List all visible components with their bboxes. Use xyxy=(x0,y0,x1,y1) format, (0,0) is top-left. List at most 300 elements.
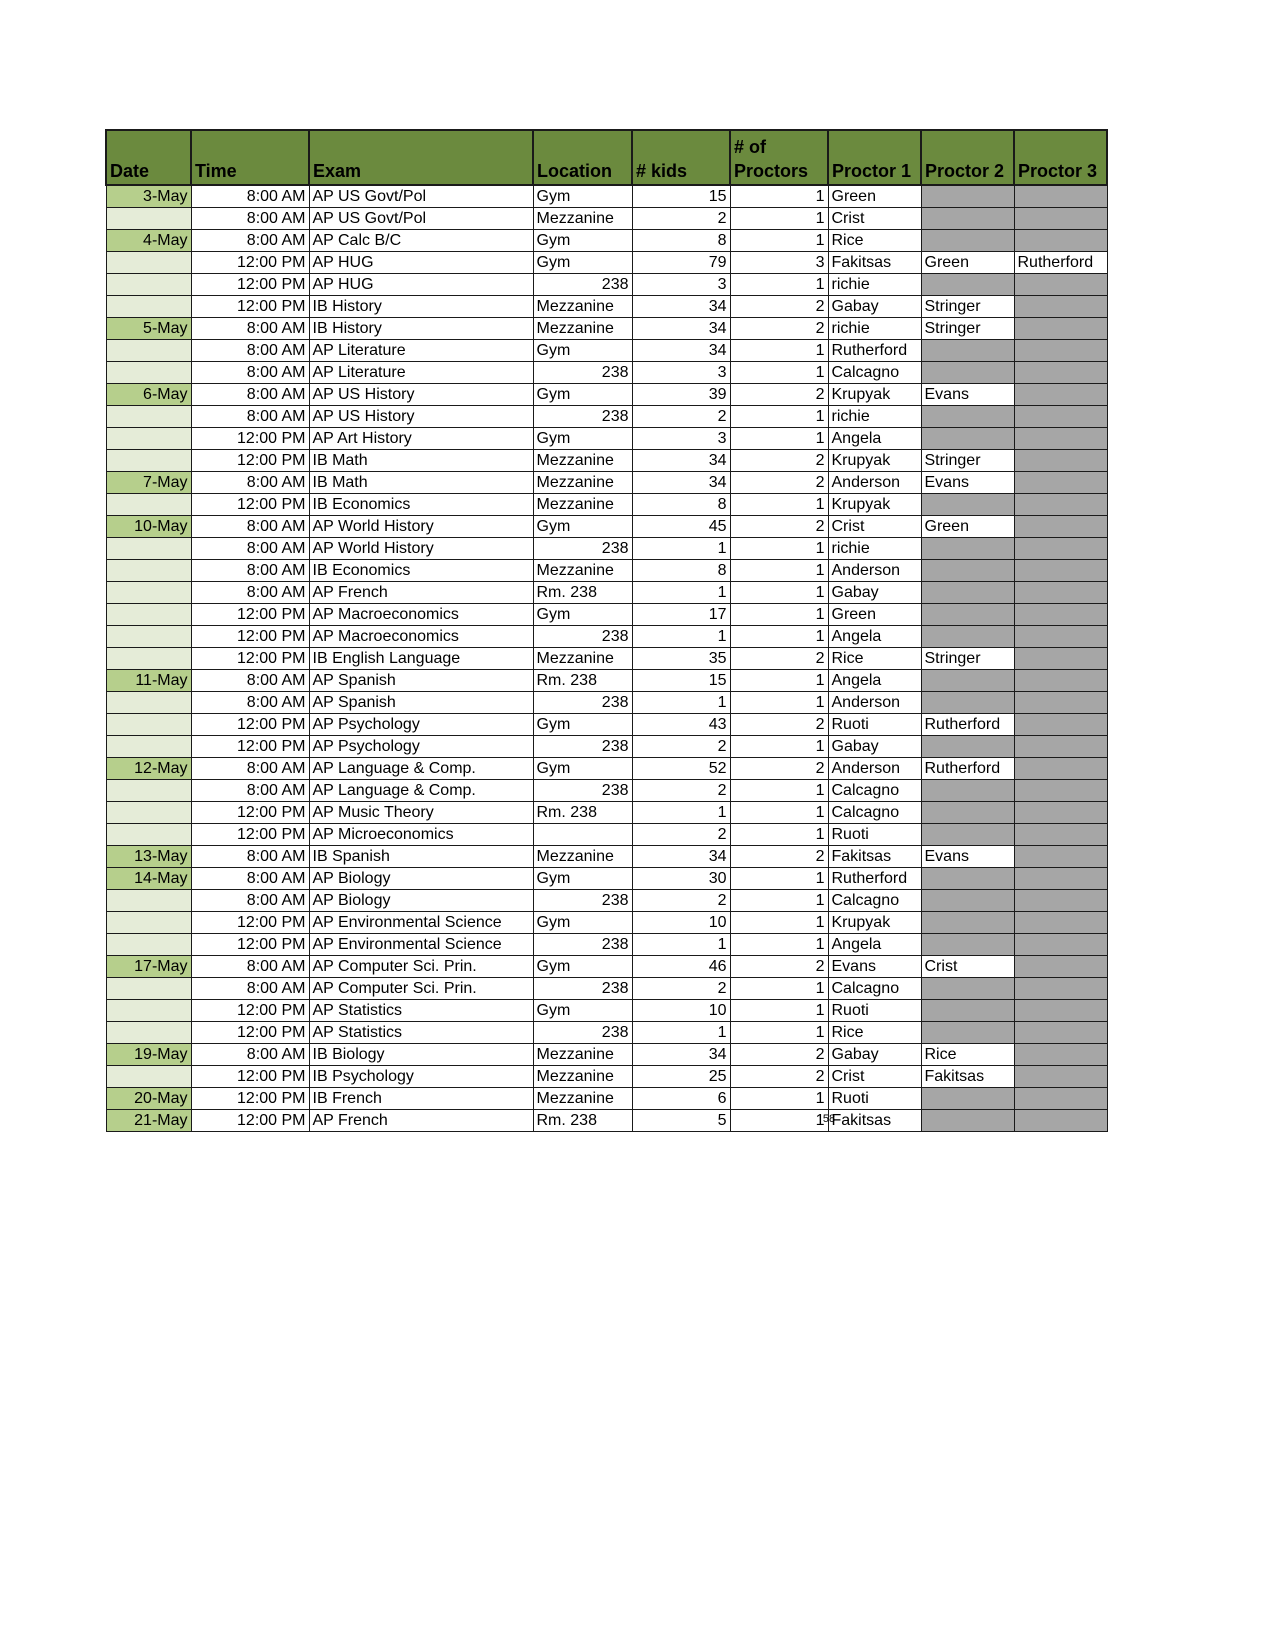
proctor-2-cell xyxy=(921,230,1014,252)
proctor-3-cell xyxy=(1014,890,1107,912)
location-cell: Gym xyxy=(533,340,632,362)
date-cell xyxy=(106,406,191,428)
kids-cell: 34 xyxy=(632,296,730,318)
exam-cell: AP Macroeconomics xyxy=(309,626,533,648)
kids-cell: 2 xyxy=(632,978,730,1000)
proctor-2-cell xyxy=(921,428,1014,450)
proctor-3-cell xyxy=(1014,208,1107,230)
time-cell: 12:00 PM xyxy=(191,912,309,934)
date-cell xyxy=(106,582,191,604)
num-proctors-cell: 2 xyxy=(730,450,828,472)
proctor-3-cell xyxy=(1014,582,1107,604)
table-row xyxy=(106,758,1107,780)
proctor-1-cell: richie xyxy=(828,274,921,296)
time-cell: 8:00 AM xyxy=(191,362,309,384)
date-cell xyxy=(106,978,191,1000)
exam-cell: AP World History xyxy=(309,516,533,538)
header-kids: # kids xyxy=(632,130,730,185)
date-cell: 20-May xyxy=(106,1088,191,1110)
proctor-3-cell xyxy=(1014,780,1107,802)
table-row xyxy=(106,318,1107,340)
num-proctors-cell: 1 xyxy=(730,560,828,582)
location-cell: Gym xyxy=(533,956,632,978)
time-cell: 12:00 PM xyxy=(191,824,309,846)
location-cell: Gym xyxy=(533,252,632,274)
header-proctor-3: Proctor 3 xyxy=(1014,130,1107,185)
proctor-2-cell xyxy=(921,692,1014,714)
location-cell: Mezzanine xyxy=(533,1066,632,1088)
exam-cell: AP Biology xyxy=(309,868,533,890)
table-row xyxy=(106,1066,1107,1088)
time-cell: 8:00 AM xyxy=(191,208,309,230)
proctor-2-cell: Fakitsas xyxy=(921,1066,1014,1088)
proctor-3-cell xyxy=(1014,472,1107,494)
location-cell: Rm. 238 xyxy=(533,582,632,604)
num-proctors-cell: 1 xyxy=(730,626,828,648)
date-cell: 3-May xyxy=(106,185,191,208)
time-cell: 12:00 PM xyxy=(191,296,309,318)
proctor-1-cell: Calcagno xyxy=(828,978,921,1000)
proctor-1-cell: Krupyak xyxy=(828,494,921,516)
date-cell xyxy=(106,824,191,846)
location-cell: 238 xyxy=(533,538,632,560)
date-cell xyxy=(106,1000,191,1022)
num-proctors-cell: 1 xyxy=(730,428,828,450)
date-cell xyxy=(106,538,191,560)
proctor-3-cell xyxy=(1014,296,1107,318)
date-cell: 11-May xyxy=(106,670,191,692)
proctor-1-cell: Ruoti xyxy=(828,824,921,846)
kids-cell: 2 xyxy=(632,736,730,758)
proctor-2-cell xyxy=(921,1022,1014,1044)
time-cell: 8:00 AM xyxy=(191,340,309,362)
time-cell: 8:00 AM xyxy=(191,1044,309,1066)
location-cell: Mezzanine xyxy=(533,494,632,516)
exam-cell: IB Psychology xyxy=(309,1066,533,1088)
num-proctors-cell: 1 xyxy=(730,1110,828,1132)
num-proctors-cell: 1 xyxy=(730,824,828,846)
table-row xyxy=(106,1022,1107,1044)
proctor-3-cell xyxy=(1014,1066,1107,1088)
table-row xyxy=(106,692,1107,714)
date-cell: 13-May xyxy=(106,846,191,868)
table-row xyxy=(106,868,1107,890)
proctor-2-cell xyxy=(921,1000,1014,1022)
proctor-2-cell: Evans xyxy=(921,384,1014,406)
proctor-1-cell: Rice xyxy=(828,230,921,252)
proctor-3-cell xyxy=(1014,714,1107,736)
num-proctors-cell: 2 xyxy=(730,956,828,978)
proctor-1-cell: Gabay xyxy=(828,582,921,604)
table-row xyxy=(106,824,1107,846)
location-cell: 238 xyxy=(533,934,632,956)
exam-cell: IB History xyxy=(309,318,533,340)
table-row xyxy=(106,538,1107,560)
num-proctors-cell: 1 xyxy=(730,670,828,692)
proctor-3-cell xyxy=(1014,230,1107,252)
proctor-2-cell: Stringer xyxy=(921,648,1014,670)
table-row xyxy=(106,890,1107,912)
date-cell xyxy=(106,450,191,472)
proctor-2-cell xyxy=(921,340,1014,362)
location-cell: Gym xyxy=(533,1000,632,1022)
num-proctors-cell: 1 xyxy=(730,582,828,604)
proctor-1-cell: Anderson xyxy=(828,758,921,780)
proctor-2-cell: Stringer xyxy=(921,318,1014,340)
proctor-1-cell: Fakitsas xyxy=(828,252,921,274)
kids-cell: 79 xyxy=(632,252,730,274)
proctor-3-cell xyxy=(1014,1022,1107,1044)
kids-cell: 2 xyxy=(632,824,730,846)
time-cell: 8:00 AM xyxy=(191,230,309,252)
kids-cell: 34 xyxy=(632,1044,730,1066)
proctor-1-cell: Fakitsas xyxy=(828,1110,921,1132)
proctor-1-cell: Angela xyxy=(828,626,921,648)
exam-cell: IB Math xyxy=(309,472,533,494)
proctor-2-cell: Rutherford xyxy=(921,758,1014,780)
table-row xyxy=(106,1088,1107,1110)
time-cell: 12:00 PM xyxy=(191,604,309,626)
date-cell: 6-May xyxy=(106,384,191,406)
proctor-2-cell xyxy=(921,362,1014,384)
kids-cell: 17 xyxy=(632,604,730,626)
proctor-3-cell xyxy=(1014,670,1107,692)
table-row xyxy=(106,802,1107,824)
time-cell: 8:00 AM xyxy=(191,582,309,604)
table-row xyxy=(106,714,1107,736)
proctor-1-cell: Krupyak xyxy=(828,384,921,406)
kids-cell: 45 xyxy=(632,516,730,538)
exam-cell: AP Language & Comp. xyxy=(309,758,533,780)
proctor-3-cell xyxy=(1014,912,1107,934)
proctor-1-cell: Crist xyxy=(828,516,921,538)
proctor-2-cell xyxy=(921,868,1014,890)
kids-cell: 39 xyxy=(632,384,730,406)
location-cell xyxy=(533,824,632,846)
location-cell: Gym xyxy=(533,758,632,780)
date-cell xyxy=(106,934,191,956)
proctor-3-cell xyxy=(1014,802,1107,824)
kids-cell: 2 xyxy=(632,406,730,428)
proctor-2-cell xyxy=(921,1110,1014,1132)
exam-cell: AP Microeconomics xyxy=(309,824,533,846)
num-proctors-cell: 1 xyxy=(730,868,828,890)
proctor-2-cell: Crist xyxy=(921,956,1014,978)
exam-cell: AP US Govt/Pol xyxy=(309,185,533,208)
header-date: Date xyxy=(106,130,191,185)
location-cell: Gym xyxy=(533,714,632,736)
exam-cell: AP Statistics xyxy=(309,1022,533,1044)
location-cell: Mezzanine xyxy=(533,318,632,340)
proctor-2-cell xyxy=(921,494,1014,516)
date-cell xyxy=(106,208,191,230)
exam-cell: AP Language & Comp. xyxy=(309,780,533,802)
proctor-2-cell: Rice xyxy=(921,1044,1014,1066)
proctor-3-cell xyxy=(1014,1044,1107,1066)
date-cell: 19-May xyxy=(106,1044,191,1066)
location-cell: Rm. 238 xyxy=(533,1110,632,1132)
proctor-3-cell xyxy=(1014,736,1107,758)
exam-cell: AP US History xyxy=(309,384,533,406)
kids-cell: 34 xyxy=(632,846,730,868)
table-row xyxy=(106,472,1107,494)
proctor-3-cell xyxy=(1014,318,1107,340)
proctor-1-cell: richie xyxy=(828,406,921,428)
time-cell: 12:00 PM xyxy=(191,428,309,450)
num-proctors-cell: 2 xyxy=(730,846,828,868)
table-row xyxy=(106,670,1107,692)
table-row xyxy=(106,185,1107,208)
location-cell: 238 xyxy=(533,1022,632,1044)
num-proctors-cell: 1 xyxy=(730,362,828,384)
time-cell: 12:00 PM xyxy=(191,450,309,472)
table-row xyxy=(106,296,1107,318)
location-cell: Mezzanine xyxy=(533,1088,632,1110)
table-row xyxy=(106,582,1107,604)
proctor-2-cell xyxy=(921,560,1014,582)
location-cell: Gym xyxy=(533,604,632,626)
time-cell: 8:00 AM xyxy=(191,560,309,582)
time-cell: 8:00 AM xyxy=(191,846,309,868)
exam-cell: AP Psychology xyxy=(309,714,533,736)
date-cell xyxy=(106,1066,191,1088)
kids-cell: 15 xyxy=(632,670,730,692)
proctor-3-cell: Rutherford xyxy=(1014,252,1107,274)
proctor-2-cell: Evans xyxy=(921,846,1014,868)
proctor-3-cell xyxy=(1014,274,1107,296)
exam-cell: AP Calc B/C xyxy=(309,230,533,252)
time-cell: 8:00 AM xyxy=(191,406,309,428)
exam-cell: IB Economics xyxy=(309,494,533,516)
num-proctors-cell: 1 xyxy=(730,185,828,208)
num-proctors-cell: 1 xyxy=(730,494,828,516)
time-cell: 12:00 PM xyxy=(191,1066,309,1088)
num-proctors-cell: 2 xyxy=(730,648,828,670)
location-cell: Gym xyxy=(533,912,632,934)
num-proctors-cell: 1 xyxy=(730,230,828,252)
proctor-3-cell xyxy=(1014,1088,1107,1110)
time-cell: 8:00 AM xyxy=(191,185,309,208)
header-time: Time xyxy=(191,130,309,185)
location-cell: 238 xyxy=(533,978,632,1000)
proctor-1-cell: Anderson xyxy=(828,472,921,494)
table-row xyxy=(106,362,1107,384)
num-proctors-cell: 1 xyxy=(730,538,828,560)
kids-cell: 8 xyxy=(632,230,730,252)
exam-cell: AP Environmental Science xyxy=(309,912,533,934)
kids-cell: 43 xyxy=(632,714,730,736)
location-cell: 238 xyxy=(533,362,632,384)
time-cell: 12:00 PM xyxy=(191,648,309,670)
proctor-3-cell xyxy=(1014,406,1107,428)
kids-cell: 34 xyxy=(632,318,730,340)
exam-cell: AP Computer Sci. Prin. xyxy=(309,978,533,1000)
proctor-1-cell: Anderson xyxy=(828,692,921,714)
proctor-3-cell xyxy=(1014,1110,1107,1132)
proctor-3-cell xyxy=(1014,934,1107,956)
date-cell: 7-May xyxy=(106,472,191,494)
time-cell: 8:00 AM xyxy=(191,692,309,714)
location-cell: Gym xyxy=(533,868,632,890)
time-cell: 8:00 AM xyxy=(191,978,309,1000)
exam-cell: IB French xyxy=(309,1088,533,1110)
header-proctor-2: Proctor 2 xyxy=(921,130,1014,185)
table-row xyxy=(106,230,1107,252)
kids-cell: 34 xyxy=(632,340,730,362)
table-row xyxy=(106,450,1107,472)
table-row xyxy=(106,846,1107,868)
date-cell xyxy=(106,692,191,714)
proctor-3-cell xyxy=(1014,1000,1107,1022)
time-cell: 8:00 AM xyxy=(191,318,309,340)
date-cell xyxy=(106,912,191,934)
date-cell xyxy=(106,604,191,626)
proctor-1-cell: Calcagno xyxy=(828,780,921,802)
proctor-2-cell: Green xyxy=(921,252,1014,274)
kids-cell: 8 xyxy=(632,494,730,516)
location-cell: Mezzanine xyxy=(533,560,632,582)
page-number: 58 xyxy=(822,1113,836,1125)
exam-cell: IB Economics xyxy=(309,560,533,582)
location-cell: Gym xyxy=(533,516,632,538)
proctor-2-cell xyxy=(921,934,1014,956)
proctor-1-cell: richie xyxy=(828,538,921,560)
num-proctors-cell: 1 xyxy=(730,1000,828,1022)
exam-cell: AP French xyxy=(309,1110,533,1132)
proctor-3-cell xyxy=(1014,516,1107,538)
proctor-3-cell xyxy=(1014,362,1107,384)
exam-cell: AP HUG xyxy=(309,274,533,296)
kids-cell: 15 xyxy=(632,185,730,208)
header-proctor-1: Proctor 1 xyxy=(828,130,921,185)
num-proctors-cell: 2 xyxy=(730,714,828,736)
proctor-1-cell: Angela xyxy=(828,670,921,692)
proctor-1-cell: Crist xyxy=(828,208,921,230)
kids-cell: 30 xyxy=(632,868,730,890)
num-proctors-cell: 2 xyxy=(730,296,828,318)
proctor-1-cell: Krupyak xyxy=(828,450,921,472)
location-cell: Mezzanine xyxy=(533,648,632,670)
proctor-3-cell xyxy=(1014,538,1107,560)
exam-cell: AP Literature xyxy=(309,362,533,384)
table-row xyxy=(106,384,1107,406)
kids-cell: 1 xyxy=(632,538,730,560)
exam-cell: IB Math xyxy=(309,450,533,472)
table-row xyxy=(106,648,1107,670)
proctor-1-cell: Evans xyxy=(828,956,921,978)
proctor-3-cell xyxy=(1014,692,1107,714)
time-cell: 8:00 AM xyxy=(191,384,309,406)
kids-cell: 3 xyxy=(632,274,730,296)
time-cell: 8:00 AM xyxy=(191,890,309,912)
exam-cell: AP Environmental Science xyxy=(309,934,533,956)
proctor-3-cell xyxy=(1014,956,1107,978)
num-proctors-cell: 2 xyxy=(730,384,828,406)
time-cell: 8:00 AM xyxy=(191,868,309,890)
time-cell: 8:00 AM xyxy=(191,670,309,692)
proctor-1-cell: Angela xyxy=(828,428,921,450)
kids-cell: 1 xyxy=(632,626,730,648)
header-location: Location xyxy=(533,130,632,185)
time-cell: 12:00 PM xyxy=(191,494,309,516)
num-proctors-cell: 1 xyxy=(730,736,828,758)
kids-cell: 8 xyxy=(632,560,730,582)
date-cell: 5-May xyxy=(106,318,191,340)
time-cell: 8:00 AM xyxy=(191,516,309,538)
kids-cell: 1 xyxy=(632,1022,730,1044)
num-proctors-cell: 1 xyxy=(730,912,828,934)
location-cell: 238 xyxy=(533,890,632,912)
exam-cell: IB Biology xyxy=(309,1044,533,1066)
proctor-3-cell xyxy=(1014,846,1107,868)
location-cell: Gym xyxy=(533,185,632,208)
num-proctors-cell: 1 xyxy=(730,340,828,362)
proctor-3-cell xyxy=(1014,824,1107,846)
proctor-3-cell xyxy=(1014,648,1107,670)
location-cell: Rm. 238 xyxy=(533,670,632,692)
location-cell: Mezzanine xyxy=(533,450,632,472)
location-cell: 238 xyxy=(533,626,632,648)
num-proctors-cell: 2 xyxy=(730,516,828,538)
date-cell xyxy=(106,494,191,516)
proctor-2-cell xyxy=(921,582,1014,604)
date-cell xyxy=(106,714,191,736)
date-cell: 21-May xyxy=(106,1110,191,1132)
date-cell: 14-May xyxy=(106,868,191,890)
date-cell xyxy=(106,274,191,296)
table-row xyxy=(106,912,1107,934)
proctor-3-cell xyxy=(1014,978,1107,1000)
kids-cell: 34 xyxy=(632,472,730,494)
proctor-1-cell: Anderson xyxy=(828,560,921,582)
kids-cell: 46 xyxy=(632,956,730,978)
proctor-2-cell: Stringer xyxy=(921,296,1014,318)
proctor-2-cell xyxy=(921,912,1014,934)
table-row xyxy=(106,780,1107,802)
num-proctors-cell: 1 xyxy=(730,890,828,912)
kids-cell: 2 xyxy=(632,780,730,802)
date-cell xyxy=(106,428,191,450)
num-proctors-cell: 1 xyxy=(730,780,828,802)
proctor-2-cell xyxy=(921,185,1014,208)
location-cell: 238 xyxy=(533,274,632,296)
location-cell: Mezzanine xyxy=(533,208,632,230)
proctor-3-cell xyxy=(1014,340,1107,362)
location-cell: Rm. 238 xyxy=(533,802,632,824)
table-row xyxy=(106,978,1107,1000)
date-cell xyxy=(106,362,191,384)
kids-cell: 35 xyxy=(632,648,730,670)
proctor-2-cell: Evans xyxy=(921,472,1014,494)
date-cell xyxy=(106,736,191,758)
header-row xyxy=(106,130,1107,185)
table-row xyxy=(106,1000,1107,1022)
proctor-3-cell xyxy=(1014,758,1107,780)
table-row xyxy=(106,516,1107,538)
time-cell: 12:00 PM xyxy=(191,1088,309,1110)
time-cell: 12:00 PM xyxy=(191,802,309,824)
proctor-1-cell: Ruoti xyxy=(828,714,921,736)
date-cell: 12-May xyxy=(106,758,191,780)
exam-proctor-table xyxy=(105,129,1108,1132)
num-proctors-cell: 1 xyxy=(730,604,828,626)
num-proctors-cell: 1 xyxy=(730,692,828,714)
proctor-3-cell xyxy=(1014,626,1107,648)
num-proctors-cell: 2 xyxy=(730,1066,828,1088)
proctor-1-cell: Fakitsas xyxy=(828,846,921,868)
exam-cell: AP Literature xyxy=(309,340,533,362)
proctor-1-cell: Angela xyxy=(828,934,921,956)
